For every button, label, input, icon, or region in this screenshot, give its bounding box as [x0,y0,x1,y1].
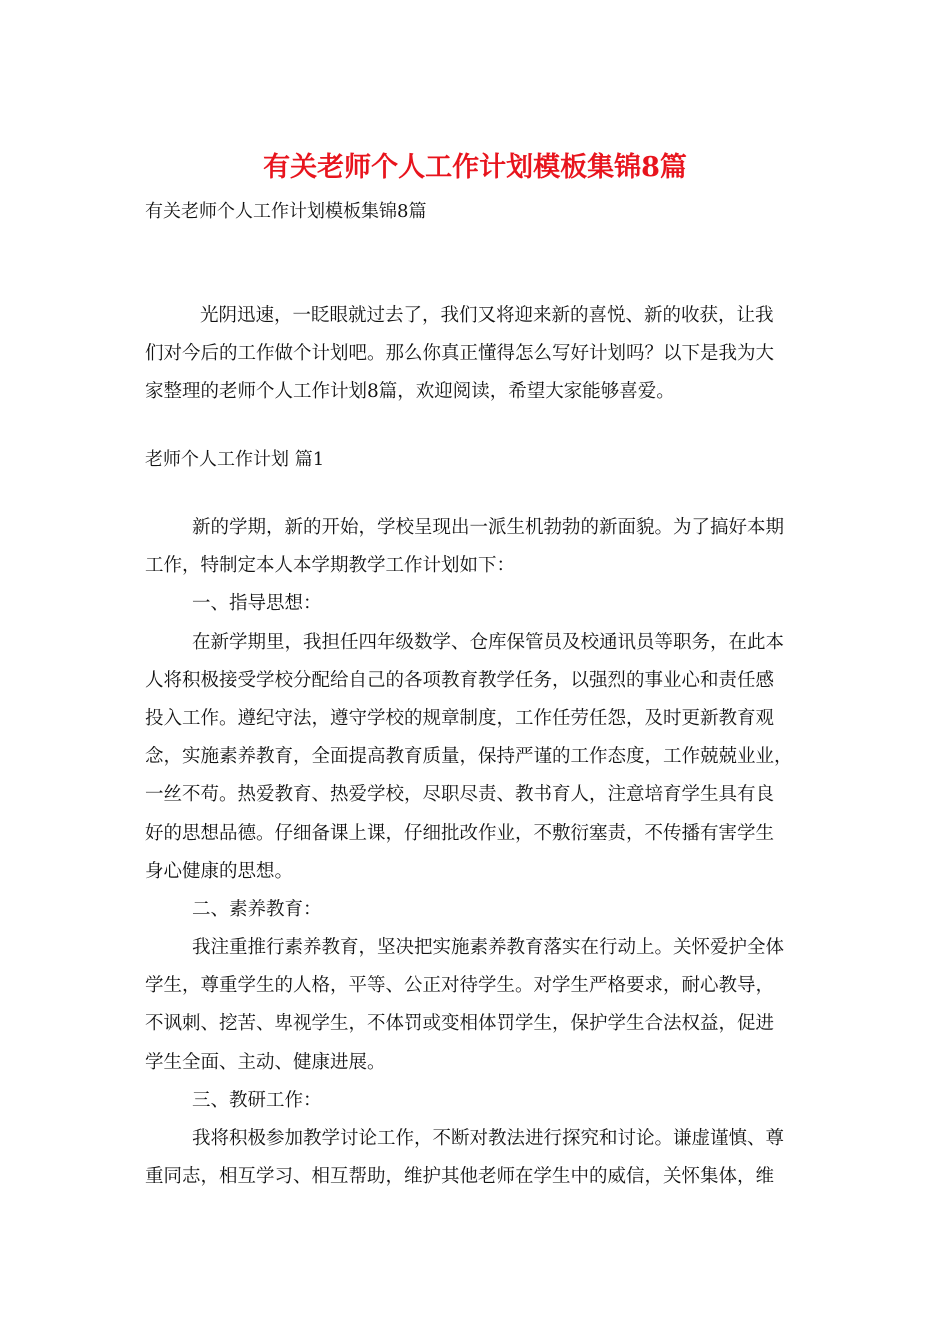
document-title: 有关老师个人工作计划模板集锦8篇 [263,152,687,183]
body-line: 学生，尊重学生的人格，平等、公正对待学生。对学生严格要求，耐心教导， [145,975,775,997]
section-heading: 老师个人工作计划 篇1 [145,449,325,470]
body-line: 在新学期里，我担任四年级数学、仓库保管员及校通讯员等职务，在此本 [192,631,785,653]
body-line: 重同志，相互学习、相互帮助，维护其他老师在学生中的威信，关怀集体，维 [145,1166,775,1188]
body-line: 一丝不苟。热爱教育、热爱学校，尽职尽责、教书育人，注意培育学生具有良 [145,784,775,806]
body-line: 念，实施素养教育，全面提高教育质量，保持严谨的工作态度，工作兢兢业业， [145,746,793,768]
body-line: 学生全面、主动、健康进展。 [145,1051,386,1073]
body-line: 不讽刺、挖苦、卑视学生，不体罚或变相体罚学生，保护学生合法权益，促进 [145,1013,775,1035]
body-line: 人将积极接受学校分配给自己的各项教育教学任务，以强烈的事业心和责任感 [145,669,775,691]
intro-line: 们对今后的工作做个计划吧。那么你真正懂得怎么写好计划吗？以下是我为大 [145,343,775,364]
subheading: 一、指导思想： [192,593,322,615]
body-line: 身心健康的思想。 [145,860,294,882]
body-line: 新的学期，新的开始，学校呈现出一派生机勃勃的新面貌。为了搞好本期 [192,517,785,538]
section-body [145,509,805,1196]
body-line: 我将积极参加教学讨论工作，不断对教法进行探究和讨论。谦虚谨慎、尊 [192,1128,785,1149]
body-line: 我注重推行素养教育，坚决把实施素养教育落实在行动上。关怀爱护全体 [192,937,785,959]
intro-line: 光阴迅速，一眨眼就过去了，我们又将迎来新的喜悦、新的收获，让我 [200,305,774,326]
intro-paragraph [145,297,805,411]
body-line: 好的思想品德。仔细备课上课，仔细批改作业，不敷衍塞责，不传播有害学生 [145,822,775,844]
body-line: 工作，特制定本人本学期教学工作计划如下： [145,555,516,577]
subheading: 二、素养教育： [192,898,322,920]
subheading: 三、教研工作： [192,1089,322,1111]
intro-line: 家整理的老师个人工作计划8篇，欢迎阅读，希望大家能够喜爱。 [145,381,675,402]
body-line: 投入工作。遵纪守法，遵守学校的规章制度，工作任劳任怨，及时更新教育观 [145,707,775,729]
document-subtitle: 有关老师个人工作计划模板集锦8篇 [145,201,427,222]
